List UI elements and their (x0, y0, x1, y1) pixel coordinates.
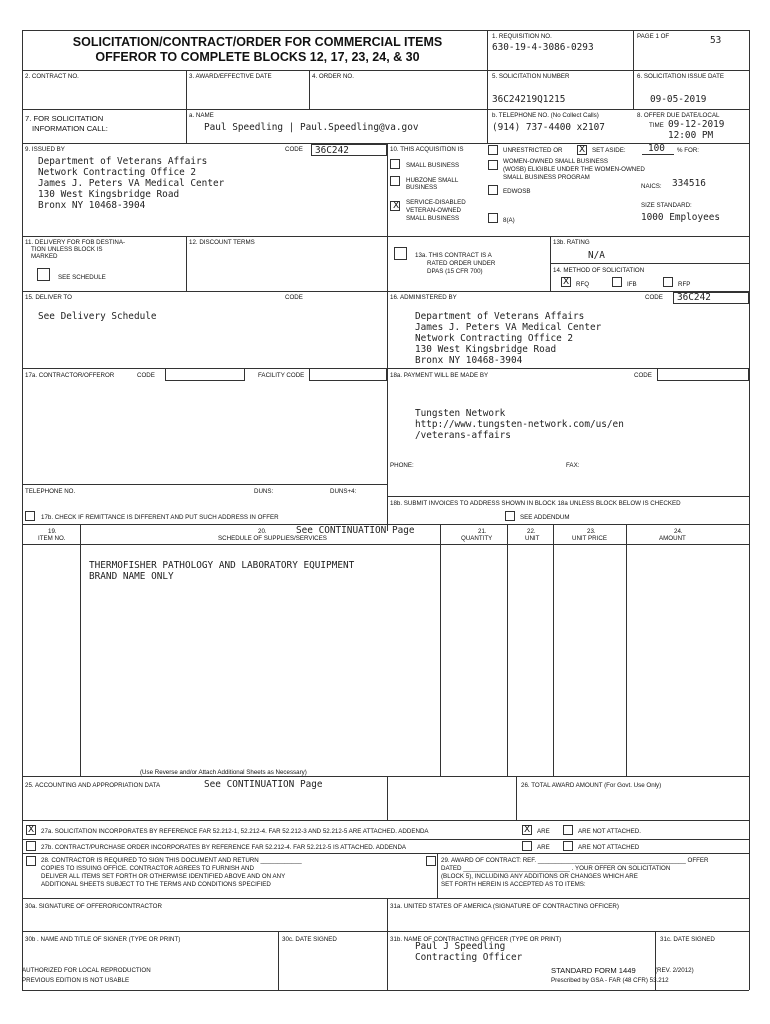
eight-a-label: 8(A) (503, 217, 515, 224)
delivery-line3: MARKED (31, 253, 58, 260)
officer-title-value[interactable]: Contracting Officer (415, 952, 523, 963)
form-subtitle: OFFEROR TO COMPLETE BLOCKS 12, 17, 23, 24, & 30 (95, 50, 420, 64)
clause-27b-label: 27b. CONTRACT/PURCHASE ORDER INCORPORATES BY REFERENCE FAR 52.212-4. FAR 52.212-5 IS ATTACHED. ADDENDA (41, 844, 407, 851)
payment-line1: Tungsten Network (415, 408, 506, 419)
offer-due-date[interactable]: 09-12-2019 (668, 119, 725, 130)
contract-no-label: 2. CONTRACT NO. (25, 73, 79, 80)
col21-label: QUANTITY (461, 535, 493, 542)
col20-num: 20. (258, 528, 267, 535)
award-line1: 29. AWARD OF CONTRACT: REF. ___________________________________________ OFFER (441, 857, 709, 864)
col23-label: UNIT PRICE (572, 535, 607, 542)
administered-code-value: 36C242 (677, 292, 711, 303)
clause-28-line1: 28. CONTRACTOR IS REQUIRED TO SIGN THIS DOCUMENT AND RETURN ____________ (41, 857, 302, 864)
administered-code-label: CODE (645, 294, 663, 301)
size-standard-value[interactable]: 1000 Employees (641, 212, 721, 223)
set-aside-mark: X (579, 145, 586, 155)
signer-name-label: 30b . NAME AND TITLE OF SIGNER (TYPE OR PRINT) (25, 936, 181, 943)
order-no-label: 4. ORDER NO. (312, 73, 354, 80)
rated-order-checkbox[interactable] (394, 247, 407, 260)
date-signed-30c-label: 30c. DATE SIGNED (282, 936, 337, 943)
footer-previous-edition: PREVIOUS EDITION IS NOT USABLE (22, 977, 130, 984)
addenda-27b-are-label: ARE (537, 844, 550, 851)
contractor-code-box[interactable] (165, 368, 245, 381)
addenda-27a-not-checkbox[interactable] (563, 825, 573, 835)
col24-label: AMOUNT (659, 535, 686, 542)
issue-date-label: 6. SOLICITATION ISSUE DATE (637, 73, 724, 80)
footer-revision: (REV. 2/2012) (655, 967, 694, 974)
hubzone-line2: BUSINESS (406, 184, 438, 191)
acquisition-label: 10. THIS ACQUISITION IS (390, 146, 464, 153)
offer-due-time[interactable]: 12:00 PM (668, 130, 714, 141)
issued-by-line5: Bronx NY 10468-3904 (38, 200, 146, 211)
addenda-27b-not-checkbox[interactable] (563, 841, 573, 851)
admin-line3: Network Contracting Office 2 (415, 333, 574, 344)
requisition-label: 1. REQUISITION NO. (492, 33, 552, 40)
payment-code-box[interactable] (657, 368, 749, 381)
info-call-label: INFORMATION CALL: (32, 124, 108, 133)
ifb-checkbox[interactable] (612, 277, 622, 287)
award-line3: (BLOCK 5), INCLUDING ANY ADDITIONS OR CHANGES WHICH ARE (441, 873, 638, 880)
award-date-label: 3. AWARD/EFFECTIVE DATE (189, 73, 272, 80)
date-signed-31c-label: 31c. DATE SIGNED (660, 936, 715, 943)
issued-by-line3: James J. Peters VA Medical Center (38, 178, 225, 189)
unrestricted-label: UNRESTRICTED OR (503, 147, 563, 154)
form-title: SOLICITATION/CONTRACT/ORDER FOR COMMERCIAL ITEMS (72, 35, 443, 49)
col19-label: ITEM NO. (38, 535, 66, 542)
sdvosb-mark: X (393, 201, 400, 211)
for-solicitation-label: 7. FOR SOLICITATION (25, 114, 104, 123)
col23-num: 23. (587, 528, 596, 535)
admin-line4: 130 West Kingsbridge Road (415, 344, 557, 355)
delivery-line1: 11. DELIVERY FOR FOB DESTINA- (25, 239, 126, 246)
solicitation-no-label: 5. SOLICITATION NUMBER (492, 73, 570, 80)
admin-line1: Department of Veterans Affairs (415, 311, 585, 322)
clause-27a-label: 27a. SOLICITATION INCORPORATES BY REFERENCE FAR 52.212-1, 52.212-4. FAR 52.212-3 AND 52.212-5 ARE ATTACHED. ADDENDA (41, 828, 429, 835)
footer-prescribed: Prescribed by GSA - FAR (48 CFR) 53.212 (551, 977, 669, 984)
contractor-label: 17a. CONTRACTOR/OFFEROR (25, 372, 115, 379)
see-addendum-label: SEE ADDENDUM (520, 514, 570, 521)
remittance-checkbox[interactable] (25, 511, 35, 521)
col20-continuation: See CONTINUATION Page (296, 525, 415, 536)
deliver-to-value[interactable]: See Delivery Schedule (38, 311, 157, 322)
submit-invoices-label: 18b. SUBMIT INVOICES TO ADDRESS SHOWN IN BLOCK 18a UNLESS BLOCK BELOW IS CHECKED (390, 500, 681, 507)
schedule-desc-line2: BRAND NAME ONLY (89, 571, 174, 582)
phone-label: b. TELEPHONE NO. (No Collect Calls) (492, 112, 599, 119)
contact-name-label: a. NAME (189, 112, 214, 119)
addenda-27a-mark: X (524, 825, 531, 835)
page-total[interactable]: 53 (710, 35, 722, 46)
addenda-27b-not-label: ARE NOT ATTACHED (578, 844, 640, 851)
ifb-label: IFB (627, 281, 637, 288)
unrestricted-checkbox[interactable] (488, 145, 498, 155)
see-schedule-label: SEE SCHEDULE (58, 274, 106, 281)
administered-by-label: 16. ADMINISTERED BY (390, 294, 457, 301)
see-schedule-checkbox[interactable] (37, 268, 50, 281)
payment-line2: http://www.tungsten-network.com/us/en (415, 419, 624, 430)
issued-by-code-label: CODE (285, 146, 303, 153)
set-aside-percent[interactable]: 100 (648, 143, 665, 154)
page-label: PAGE 1 OF (637, 33, 670, 40)
clause-27b-checkbox[interactable] (26, 841, 36, 851)
wosb-line2: (WOSB) ELIGIBLE UNDER THE WOMEN-OWNED (503, 166, 645, 173)
discount-terms-label: 12. DISCOUNT TERMS (189, 239, 255, 246)
time-label: TIME (649, 122, 664, 129)
officer-name-label: 31b. NAME OF CONTRACTING OFFICER (TYPE OR PRINT) (390, 936, 562, 943)
contractor-code-label: CODE (137, 372, 155, 379)
naics-value[interactable]: 334516 (672, 178, 706, 189)
payment-phone-label: PHONE: (390, 462, 414, 469)
set-aside-label: SET ASIDE: (592, 147, 626, 154)
footer-authorized: AUTHORIZED FOR LOCAL REPRODUCTION (22, 967, 151, 974)
issue-date-value[interactable]: 09-05-2019 (650, 94, 707, 105)
col24-num: 24. (674, 528, 683, 535)
rating-label: 13b. RATING (553, 239, 590, 246)
issued-by-line2: Network Contracting Office 2 (38, 167, 197, 178)
signature-officer-label: 31a. UNITED STATES OF AMERICA (SIGNATURE OF CONTRACTING OFFICER) (390, 903, 619, 910)
offer-due-label: 8. OFFER DUE DATE/LOCAL (637, 112, 720, 119)
clause-28-line3: DELIVER ALL ITEMS SET FORTH OR OTHERWISE IDENTIFIED ABOVE AND ON ANY (41, 873, 286, 880)
rated-line2: RATED ORDER UNDER (427, 260, 496, 267)
rfp-label: RFP (678, 281, 691, 288)
rfq-label: RFQ (576, 281, 590, 288)
hubzone-checkbox[interactable] (390, 176, 400, 186)
small-business-label: SMALL BUSINESS (406, 162, 460, 169)
edwosb-checkbox[interactable] (488, 185, 498, 195)
duns4-label: DUNS+4: (330, 488, 357, 495)
solicitation-no-value[interactable]: 36C24219Q1215 (492, 94, 566, 105)
award-line4: SET FORTH HEREIN IS ACCEPTED AS TO ITEMS: (441, 881, 586, 888)
accounting-value[interactable]: See CONTINUATION Page (204, 779, 323, 790)
payment-code-label: CODE (634, 372, 652, 379)
payment-fax-label: FAX: (566, 462, 580, 469)
percent-for-label: % FOR: (677, 147, 700, 154)
addenda-27a-not-label: ARE NOT ATTACHED. (578, 828, 641, 835)
sdvosb-line3: SMALL BUSINESS (406, 215, 460, 222)
clause-29-checkbox[interactable] (426, 856, 436, 866)
clause-27a-mark: X (28, 825, 35, 835)
see-addendum-checkbox[interactable] (505, 511, 515, 521)
footer-form-name: STANDARD FORM 1449 (551, 966, 636, 975)
size-standard-label: SIZE STANDARD: (641, 202, 692, 209)
facility-code-box[interactable] (309, 368, 387, 381)
clause-28-line4: ADDITIONAL SHEETS SUBJECT TO THE TERMS AND CONDITIONS SPECIFIED (41, 881, 271, 888)
admin-line2: James J. Peters VA Medical Center (415, 322, 602, 333)
hubzone-line1: HUBZONE SMALL (406, 177, 459, 184)
rating-value[interactable]: N/A (588, 250, 605, 261)
delivery-line2: TION UNLESS BLOCK IS (31, 246, 103, 253)
admin-line5: Bronx NY 10468-3904 (415, 355, 523, 366)
col21-num: 21. (478, 528, 487, 535)
requisition-value[interactable]: 630-19-4-3086-0293 (492, 42, 594, 53)
reverse-note: (Use Reverse and/or Attach Additional Sheets as Necessary) (140, 769, 307, 776)
award-line2: DATED _______________________________ . YOUR OFFER ON SOLICITATION (441, 865, 671, 872)
payment-line3: /veterans-affairs (415, 430, 511, 441)
issued-by-code-value: 36C242 (315, 145, 349, 156)
telephone-label: TELEPHONE NO. (25, 488, 76, 495)
method-label: 14. METHOD OF SOLICITATION (553, 267, 645, 274)
total-award-label: 26. TOTAL AWARD AMOUNT (For Govt. Use Only) (521, 782, 662, 789)
clause-28-checkbox[interactable] (26, 856, 36, 866)
col19-num: 19. (48, 528, 57, 535)
issued-by-label: 9. ISSUED BY (25, 146, 65, 153)
wosb-checkbox[interactable] (488, 160, 498, 170)
naics-label: NAICS: (641, 183, 662, 190)
col20-label: SCHEDULE OF SUPPLIES/SERVICES (218, 535, 327, 542)
col22-label: UNIT (525, 535, 540, 542)
duns-label: DUNS: (254, 488, 274, 495)
signature-offeror-label: 30a. SIGNATURE OF OFFEROR/CONTRACTOR (25, 903, 162, 910)
payment-label: 18a. PAYMENT WILL BE MADE BY (390, 372, 489, 379)
rfp-checkbox[interactable] (663, 277, 673, 287)
rated-line3: DPAS (15 CFR 700) (427, 268, 483, 275)
small-business-checkbox[interactable] (390, 159, 400, 169)
deliver-to-label: 15. DELIVER TO (25, 294, 72, 301)
wosb-line1: WOMEN-OWNED SMALL BUSINESS (503, 158, 608, 165)
issued-by-line1: Department of Veterans Affairs (38, 156, 208, 167)
phone-value[interactable]: (914) 737-4400 x2107 (492, 122, 605, 133)
remittance-label: 17b. CHECK IF REMITTANCE IS DIFFERENT AND PUT SUCH ADDRESS IN OFFER (41, 514, 279, 521)
sdvosb-line1: SERVICE-DISABLED (406, 199, 466, 206)
edwosb-label: EDWOSB (503, 188, 531, 195)
addenda-27b-are-checkbox[interactable] (522, 841, 532, 851)
facility-code-label: FACILITY CODE (258, 372, 305, 379)
rfq-mark: X (563, 277, 570, 287)
wosb-line3: SMALL BUSINESS PROGRAM (503, 174, 590, 181)
rated-line1: 13a. THIS CONTRACT IS A (415, 252, 492, 259)
addenda-27a-are-label: ARE (537, 828, 550, 835)
deliver-to-code-label: CODE (285, 294, 303, 301)
issued-by-line4: 130 West Kingsbridge Road (38, 189, 180, 200)
eight-a-checkbox[interactable] (488, 213, 498, 223)
sdvosb-line2: VETERAN-OWNED (406, 207, 462, 214)
contact-name-value[interactable]: Paul Speedling | Paul.Speedling@va.gov (204, 122, 419, 133)
officer-name-value[interactable]: Paul J Speedling (415, 941, 506, 952)
schedule-desc-line1: THERMOFISHER PATHOLOGY AND LABORATORY EQUIPMENT (89, 560, 355, 571)
accounting-label: 25. ACCOUNTING AND APPROPRIATION DATA (25, 782, 161, 789)
clause-28-line2: COPIES TO ISSUING OFFICE. CONTRACTOR AGREES TO FURNISH AND (41, 865, 254, 872)
col22-num: 22. (527, 528, 536, 535)
